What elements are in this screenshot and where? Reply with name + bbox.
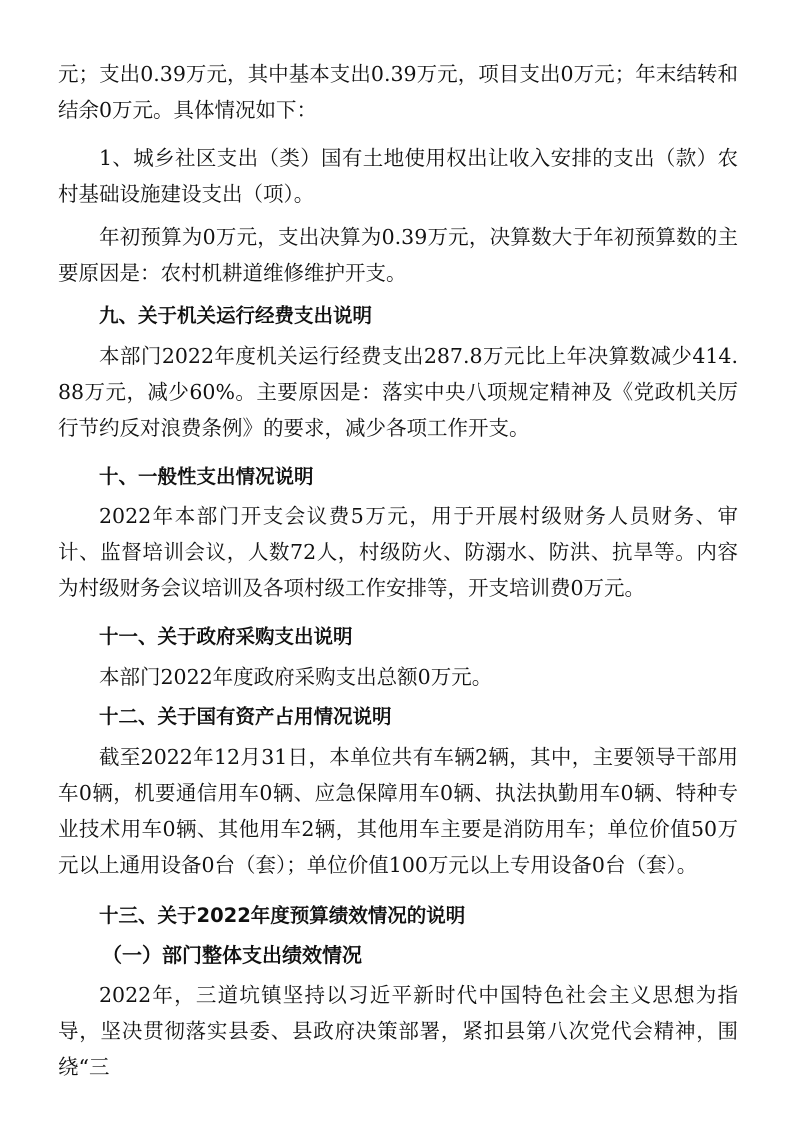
heading-section-13: 十三、关于2022年度预算绩效情况的说明 <box>99 904 466 927</box>
heading-section-9: 九、关于机关运行经费支出说明 <box>99 304 373 327</box>
paragraph-operating-expenses: 本部门2022年度机关运行经费支出287.8万元比上年决算数减少414.88万元，减少60%。主要原因是：落实中央八项规定精神及《党政机关厉行节约反对浪费条例》的要求，减少各项工作开支。 <box>58 344 738 440</box>
paragraph-budget-reason: 年初预算为0万元，支出决算为0.39万元，决算数大于年初预算数的主要原因是：农村机耕道维修维护开支。 <box>58 225 738 285</box>
paragraph-performance: 2022年，三道坑镇坚持以习近平新时代中国特色社会主义思想为指导，坚决贯彻落实县委、县政府决策部署，紧扣县第八次党代会精神，围绕“三 <box>58 983 738 1079</box>
paragraph-expenditure-item: 1、城乡社区支出（类）国有土地使用权出让收入安排的支出（款）农村基础设施建设支出（项）。 <box>58 146 738 206</box>
paragraph-state-assets: 截至2022年12月31日，本单位共有车辆2辆，其中，主要领导干部用车0辆，机要通信用车0辆、应急保障用车0辆、执法执勤用车0辆、特种专业技术用车0辆、其他用车2辆，其他用车主要是消防用车；单位价值50万元以上通用设备0台（套）；单位价值100万元以上专用设备0台（套）。 <box>58 745 738 877</box>
paragraph-balance-summary: 元；支出0.39万元，其中基本支出0.39万元，项目支出0万元；年末结转和结余0万元。具体情况如下： <box>58 62 738 122</box>
heading-section-12: 十二、关于国有资产占用情况说明 <box>99 705 392 728</box>
paragraph-general-expenditure: 2022年本部门开支会议费5万元，用于开展村级财务人员财务、审计、监督培训会议，人数72人，村级防火、防溺水、防洪、抗旱等。内容为村级财务会议培训及各项村级工作安排等，开支培训费0万元。 <box>58 504 738 600</box>
heading-subsection-13-1: （一）部门整体支出绩效情况 <box>102 943 362 967</box>
paragraph-procurement: 本部门2022年度政府采购支出总额0万元。 <box>99 665 493 689</box>
heading-section-10: 十、一般性支出情况说明 <box>99 465 314 488</box>
heading-section-11: 十一、关于政府采购支出说明 <box>99 625 353 648</box>
